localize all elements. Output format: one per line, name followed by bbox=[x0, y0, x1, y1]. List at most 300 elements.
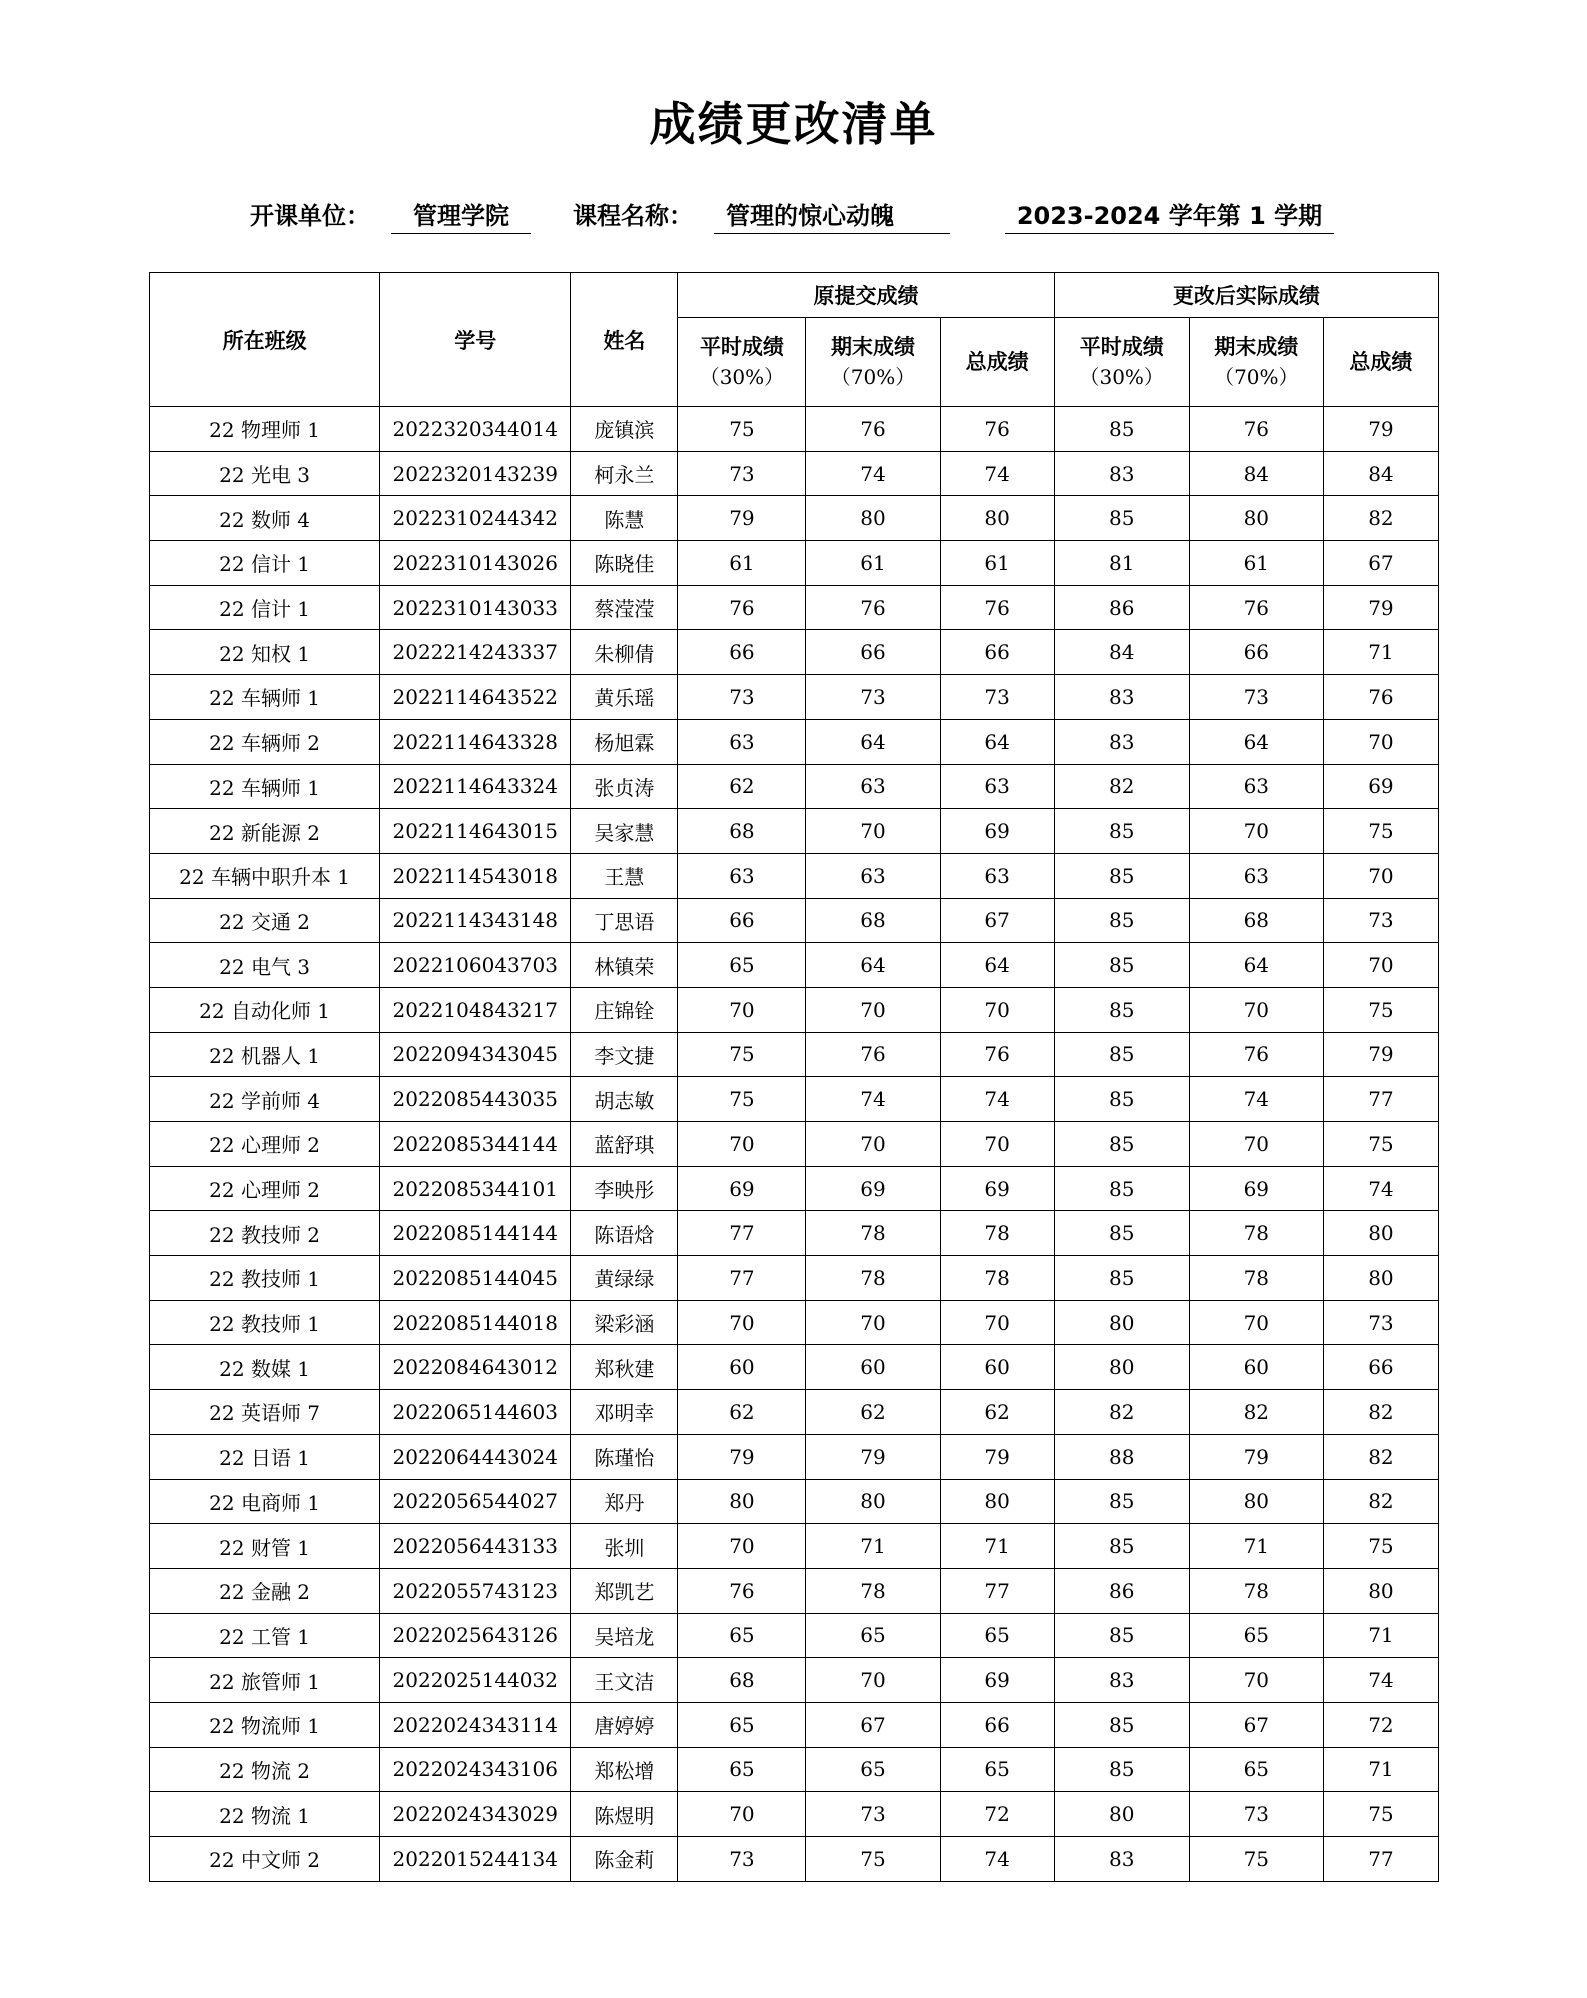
cell-class: 22 学前师 4 bbox=[150, 1077, 380, 1122]
cell-student-id: 2022024343029 bbox=[380, 1792, 571, 1837]
cell-original-final: 74 bbox=[806, 451, 940, 496]
cell-name: 邓明幸 bbox=[571, 1390, 678, 1435]
cell-original-regular: 68 bbox=[678, 1658, 806, 1703]
cell-student-id: 2022065144603 bbox=[380, 1390, 571, 1435]
cell-original-regular: 75 bbox=[678, 1077, 806, 1122]
header-revised-total: 总成绩 bbox=[1323, 318, 1438, 407]
cell-revised-final: 70 bbox=[1189, 1658, 1323, 1703]
cell-class: 22 教技师 1 bbox=[150, 1300, 380, 1345]
cell-name: 郑凯艺 bbox=[571, 1568, 678, 1613]
cell-revised-regular: 85 bbox=[1054, 1256, 1189, 1301]
cell-original-regular: 63 bbox=[678, 853, 806, 898]
table-row bbox=[150, 451, 1439, 496]
table-row bbox=[150, 1345, 1439, 1390]
cell-student-id: 2022094343045 bbox=[380, 1032, 571, 1077]
cell-student-id: 2022064443024 bbox=[380, 1434, 571, 1479]
cell-revised-total: 70 bbox=[1323, 943, 1438, 988]
cell-original-final: 69 bbox=[806, 1166, 940, 1211]
cell-original-final: 70 bbox=[806, 809, 940, 854]
cell-class: 22 数师 4 bbox=[150, 496, 380, 541]
header-revised-group: 更改后实际成绩 bbox=[1054, 273, 1438, 318]
cell-original-regular: 73 bbox=[678, 1837, 806, 1882]
cell-revised-regular: 85 bbox=[1054, 853, 1189, 898]
cell-student-id: 2022024343114 bbox=[380, 1702, 571, 1747]
header-revised-final: 期末成绩 （70%） bbox=[1189, 318, 1323, 407]
cell-name: 黄乐瑶 bbox=[571, 675, 678, 720]
cell-revised-regular: 85 bbox=[1054, 496, 1189, 541]
cell-name: 朱柳倩 bbox=[571, 630, 678, 675]
cell-student-id: 2022114343148 bbox=[380, 898, 571, 943]
cell-revised-total: 79 bbox=[1323, 1032, 1438, 1077]
cell-class: 22 物流 2 bbox=[150, 1747, 380, 1792]
cell-revised-final: 68 bbox=[1189, 898, 1323, 943]
table-row bbox=[150, 1792, 1439, 1837]
cell-revised-total: 82 bbox=[1323, 1479, 1438, 1524]
cell-original-regular: 79 bbox=[678, 496, 806, 541]
department-label: 开课单位： bbox=[250, 202, 370, 230]
cell-revised-regular: 85 bbox=[1054, 1211, 1189, 1256]
cell-revised-final: 84 bbox=[1189, 451, 1323, 496]
course-info bbox=[0, 196, 1587, 236]
header-revised-regular: 平时成绩 （30%） bbox=[1054, 318, 1189, 407]
cell-revised-total: 66 bbox=[1323, 1345, 1438, 1390]
cell-original-regular: 73 bbox=[678, 451, 806, 496]
table-row bbox=[150, 1613, 1439, 1658]
cell-revised-regular: 83 bbox=[1054, 1658, 1189, 1703]
cell-original-total: 63 bbox=[940, 764, 1054, 809]
cell-original-final: 62 bbox=[806, 1390, 940, 1435]
cell-revised-total: 67 bbox=[1323, 541, 1438, 586]
table-row bbox=[150, 1702, 1439, 1747]
cell-original-regular: 70 bbox=[678, 987, 806, 1032]
cell-revised-final: 75 bbox=[1189, 1837, 1323, 1882]
cell-name: 李文捷 bbox=[571, 1032, 678, 1077]
cell-revised-final: 63 bbox=[1189, 764, 1323, 809]
cell-student-id: 2022024343106 bbox=[380, 1747, 571, 1792]
table-body bbox=[150, 407, 1439, 1882]
cell-revised-total: 74 bbox=[1323, 1166, 1438, 1211]
header-class: 所在班级 bbox=[150, 273, 380, 407]
cell-revised-total: 75 bbox=[1323, 987, 1438, 1032]
cell-class: 22 知权 1 bbox=[150, 630, 380, 675]
cell-name: 林镇荣 bbox=[571, 943, 678, 988]
cell-name: 吴培龙 bbox=[571, 1613, 678, 1658]
header-student-id: 学号 bbox=[380, 273, 571, 407]
cell-original-total: 60 bbox=[940, 1345, 1054, 1390]
cell-name: 郑丹 bbox=[571, 1479, 678, 1524]
cell-revised-regular: 85 bbox=[1054, 1166, 1189, 1211]
header-original-group: 原提交成绩 bbox=[678, 273, 1054, 318]
cell-original-total: 72 bbox=[940, 1792, 1054, 1837]
cell-name: 郑松增 bbox=[571, 1747, 678, 1792]
cell-revised-final: 70 bbox=[1189, 1300, 1323, 1345]
cell-name: 李映彤 bbox=[571, 1166, 678, 1211]
cell-revised-final: 66 bbox=[1189, 630, 1323, 675]
cell-class: 22 信计 1 bbox=[150, 541, 380, 586]
cell-class: 22 金融 2 bbox=[150, 1568, 380, 1613]
table-row bbox=[150, 1837, 1439, 1882]
cell-name: 柯永兰 bbox=[571, 451, 678, 496]
grade-change-table bbox=[149, 272, 1439, 1882]
cell-class: 22 电气 3 bbox=[150, 943, 380, 988]
cell-original-final: 80 bbox=[806, 496, 940, 541]
cell-revised-regular: 85 bbox=[1054, 1077, 1189, 1122]
cell-class: 22 电商师 1 bbox=[150, 1479, 380, 1524]
cell-revised-final: 78 bbox=[1189, 1568, 1323, 1613]
table-row bbox=[150, 1524, 1439, 1569]
cell-original-regular: 69 bbox=[678, 1166, 806, 1211]
cell-original-total: 78 bbox=[940, 1256, 1054, 1301]
cell-class: 22 旅管师 1 bbox=[150, 1658, 380, 1703]
cell-class: 22 机器人 1 bbox=[150, 1032, 380, 1077]
cell-student-id: 2022320143239 bbox=[380, 451, 571, 496]
cell-revised-total: 74 bbox=[1323, 1658, 1438, 1703]
cell-revised-total: 75 bbox=[1323, 1122, 1438, 1167]
table-row bbox=[150, 1390, 1439, 1435]
cell-original-final: 78 bbox=[806, 1256, 940, 1301]
cell-original-total: 70 bbox=[940, 987, 1054, 1032]
cell-class: 22 日语 1 bbox=[150, 1434, 380, 1479]
cell-revised-final: 78 bbox=[1189, 1256, 1323, 1301]
cell-name: 胡志敏 bbox=[571, 1077, 678, 1122]
cell-name: 陈晓佳 bbox=[571, 541, 678, 586]
cell-class: 22 信计 1 bbox=[150, 585, 380, 630]
cell-name: 丁思语 bbox=[571, 898, 678, 943]
cell-original-regular: 65 bbox=[678, 1747, 806, 1792]
table-row bbox=[150, 1479, 1439, 1524]
cell-revised-regular: 80 bbox=[1054, 1792, 1189, 1837]
cell-original-final: 70 bbox=[806, 1300, 940, 1345]
cell-name: 王文洁 bbox=[571, 1658, 678, 1703]
cell-revised-final: 76 bbox=[1189, 407, 1323, 452]
cell-revised-regular: 86 bbox=[1054, 1568, 1189, 1613]
cell-revised-total: 80 bbox=[1323, 1568, 1438, 1613]
cell-original-total: 62 bbox=[940, 1390, 1054, 1435]
cell-revised-total: 75 bbox=[1323, 809, 1438, 854]
cell-revised-final: 65 bbox=[1189, 1613, 1323, 1658]
cell-original-total: 77 bbox=[940, 1568, 1054, 1613]
cell-original-final: 71 bbox=[806, 1524, 940, 1569]
header-original-total: 总成绩 bbox=[940, 318, 1054, 407]
table-row bbox=[150, 630, 1439, 675]
cell-original-total: 64 bbox=[940, 943, 1054, 988]
cell-revised-regular: 80 bbox=[1054, 1300, 1189, 1345]
cell-revised-total: 77 bbox=[1323, 1077, 1438, 1122]
cell-student-id: 2022025643126 bbox=[380, 1613, 571, 1658]
cell-revised-regular: 85 bbox=[1054, 943, 1189, 988]
cell-class: 22 财管 1 bbox=[150, 1524, 380, 1569]
table-row bbox=[150, 764, 1439, 809]
cell-original-regular: 66 bbox=[678, 630, 806, 675]
cell-name: 唐婷婷 bbox=[571, 1702, 678, 1747]
cell-original-regular: 76 bbox=[678, 585, 806, 630]
cell-class: 22 物理师 1 bbox=[150, 407, 380, 452]
cell-revised-total: 75 bbox=[1323, 1524, 1438, 1569]
table-row bbox=[150, 1211, 1439, 1256]
cell-revised-regular: 80 bbox=[1054, 1345, 1189, 1390]
cell-original-final: 74 bbox=[806, 1077, 940, 1122]
cell-student-id: 2022114643324 bbox=[380, 764, 571, 809]
cell-original-final: 73 bbox=[806, 675, 940, 720]
cell-name: 张圳 bbox=[571, 1524, 678, 1569]
cell-original-final: 65 bbox=[806, 1613, 940, 1658]
cell-class: 22 车辆师 1 bbox=[150, 675, 380, 720]
cell-revised-regular: 83 bbox=[1054, 451, 1189, 496]
cell-original-final: 80 bbox=[806, 1479, 940, 1524]
cell-class: 22 自动化师 1 bbox=[150, 987, 380, 1032]
cell-original-final: 65 bbox=[806, 1747, 940, 1792]
department-value: 管理学院 bbox=[391, 196, 531, 234]
header-original-regular: 平时成绩 （30%） bbox=[678, 318, 806, 407]
cell-revised-regular: 85 bbox=[1054, 1479, 1189, 1524]
cell-original-final: 68 bbox=[806, 898, 940, 943]
cell-revised-regular: 86 bbox=[1054, 585, 1189, 630]
cell-revised-total: 82 bbox=[1323, 1390, 1438, 1435]
cell-name: 庞镇滨 bbox=[571, 407, 678, 452]
cell-student-id: 2022015244134 bbox=[380, 1837, 571, 1882]
cell-revised-regular: 81 bbox=[1054, 541, 1189, 586]
table-row bbox=[150, 1166, 1439, 1211]
cell-revised-total: 71 bbox=[1323, 630, 1438, 675]
course-value: 管理的惊心动魄 bbox=[714, 196, 950, 234]
cell-original-total: 63 bbox=[940, 853, 1054, 898]
cell-class: 22 车辆师 2 bbox=[150, 719, 380, 764]
cell-original-regular: 63 bbox=[678, 719, 806, 764]
cell-original-total: 80 bbox=[940, 496, 1054, 541]
cell-name: 郑秋建 bbox=[571, 1345, 678, 1390]
cell-revised-regular: 82 bbox=[1054, 1390, 1189, 1435]
cell-student-id: 2022084643012 bbox=[380, 1345, 571, 1390]
table-row bbox=[150, 898, 1439, 943]
table-row bbox=[150, 853, 1439, 898]
cell-revised-regular: 85 bbox=[1054, 809, 1189, 854]
table-row bbox=[150, 809, 1439, 854]
cell-original-total: 70 bbox=[940, 1122, 1054, 1167]
cell-original-final: 76 bbox=[806, 585, 940, 630]
cell-class: 22 车辆师 1 bbox=[150, 764, 380, 809]
cell-revised-total: 84 bbox=[1323, 451, 1438, 496]
cell-revised-regular: 85 bbox=[1054, 407, 1189, 452]
cell-original-final: 76 bbox=[806, 407, 940, 452]
cell-class: 22 车辆中职升本 1 bbox=[150, 853, 380, 898]
cell-name: 王慧 bbox=[571, 853, 678, 898]
cell-original-total: 76 bbox=[940, 407, 1054, 452]
cell-original-total: 69 bbox=[940, 1658, 1054, 1703]
cell-revised-regular: 84 bbox=[1054, 630, 1189, 675]
cell-original-final: 67 bbox=[806, 1702, 940, 1747]
cell-revised-final: 70 bbox=[1189, 1122, 1323, 1167]
cell-name: 黄绿绿 bbox=[571, 1256, 678, 1301]
cell-revised-final: 61 bbox=[1189, 541, 1323, 586]
cell-original-final: 60 bbox=[806, 1345, 940, 1390]
cell-revised-total: 71 bbox=[1323, 1613, 1438, 1658]
table-row bbox=[150, 1256, 1439, 1301]
cell-student-id: 2022056544027 bbox=[380, 1479, 571, 1524]
cell-student-id: 2022085144144 bbox=[380, 1211, 571, 1256]
cell-revised-final: 79 bbox=[1189, 1434, 1323, 1479]
header-original-final: 期末成绩 （70%） bbox=[806, 318, 940, 407]
cell-original-final: 64 bbox=[806, 943, 940, 988]
cell-revised-total: 70 bbox=[1323, 853, 1438, 898]
cell-class: 22 心理师 2 bbox=[150, 1122, 380, 1167]
cell-name: 蔡滢滢 bbox=[571, 585, 678, 630]
cell-class: 22 心理师 2 bbox=[150, 1166, 380, 1211]
cell-original-regular: 75 bbox=[678, 1032, 806, 1077]
cell-original-total: 69 bbox=[940, 1166, 1054, 1211]
cell-revised-total: 77 bbox=[1323, 1837, 1438, 1882]
cell-original-regular: 70 bbox=[678, 1122, 806, 1167]
cell-original-final: 70 bbox=[806, 1122, 940, 1167]
table-row bbox=[150, 1300, 1439, 1345]
cell-original-total: 66 bbox=[940, 630, 1054, 675]
cell-student-id: 2022056443133 bbox=[380, 1524, 571, 1569]
cell-original-total: 79 bbox=[940, 1434, 1054, 1479]
cell-original-regular: 65 bbox=[678, 1702, 806, 1747]
cell-original-final: 78 bbox=[806, 1568, 940, 1613]
cell-revised-regular: 85 bbox=[1054, 1524, 1189, 1569]
cell-class: 22 数媒 1 bbox=[150, 1345, 380, 1390]
cell-revised-total: 72 bbox=[1323, 1702, 1438, 1747]
cell-class: 22 物流 1 bbox=[150, 1792, 380, 1837]
cell-original-total: 78 bbox=[940, 1211, 1054, 1256]
cell-student-id: 2022320344014 bbox=[380, 407, 571, 452]
cell-revised-total: 79 bbox=[1323, 585, 1438, 630]
cell-original-total: 67 bbox=[940, 898, 1054, 943]
cell-original-total: 74 bbox=[940, 451, 1054, 496]
cell-original-total: 76 bbox=[940, 585, 1054, 630]
cell-name: 陈金莉 bbox=[571, 1837, 678, 1882]
cell-revised-regular: 82 bbox=[1054, 764, 1189, 809]
cell-revised-total: 82 bbox=[1323, 496, 1438, 541]
table-row bbox=[150, 1747, 1439, 1792]
cell-student-id: 2022104843217 bbox=[380, 987, 571, 1032]
table-row bbox=[150, 719, 1439, 764]
cell-original-regular: 75 bbox=[678, 407, 806, 452]
cell-original-final: 79 bbox=[806, 1434, 940, 1479]
table-row bbox=[150, 541, 1439, 586]
cell-student-id: 2022114543018 bbox=[380, 853, 571, 898]
cell-name: 张贞涛 bbox=[571, 764, 678, 809]
cell-name: 蓝舒琪 bbox=[571, 1122, 678, 1167]
cell-original-regular: 79 bbox=[678, 1434, 806, 1479]
cell-revised-final: 65 bbox=[1189, 1747, 1323, 1792]
table-row bbox=[150, 943, 1439, 988]
header-name: 姓名 bbox=[571, 273, 678, 407]
cell-class: 22 中文师 2 bbox=[150, 1837, 380, 1882]
cell-student-id: 2022106043703 bbox=[380, 943, 571, 988]
cell-original-total: 80 bbox=[940, 1479, 1054, 1524]
cell-student-id: 2022310244342 bbox=[380, 496, 571, 541]
cell-student-id: 2022310143033 bbox=[380, 585, 571, 630]
cell-original-regular: 65 bbox=[678, 943, 806, 988]
cell-revised-regular: 88 bbox=[1054, 1434, 1189, 1479]
cell-student-id: 2022085144018 bbox=[380, 1300, 571, 1345]
cell-original-total: 65 bbox=[940, 1613, 1054, 1658]
cell-original-final: 64 bbox=[806, 719, 940, 764]
cell-revised-final: 74 bbox=[1189, 1077, 1323, 1122]
cell-revised-regular: 83 bbox=[1054, 1837, 1189, 1882]
cell-original-final: 61 bbox=[806, 541, 940, 586]
cell-original-final: 78 bbox=[806, 1211, 940, 1256]
term-value: 2023-2024 学年第 1 学期 bbox=[1005, 196, 1334, 234]
cell-original-total: 69 bbox=[940, 809, 1054, 854]
cell-revised-regular: 83 bbox=[1054, 719, 1189, 764]
cell-revised-regular: 85 bbox=[1054, 1702, 1189, 1747]
cell-revised-final: 73 bbox=[1189, 1792, 1323, 1837]
cell-revised-final: 78 bbox=[1189, 1211, 1323, 1256]
cell-student-id: 2022114643015 bbox=[380, 809, 571, 854]
cell-revised-final: 80 bbox=[1189, 1479, 1323, 1524]
cell-original-total: 64 bbox=[940, 719, 1054, 764]
cell-class: 22 教技师 1 bbox=[150, 1256, 380, 1301]
cell-student-id: 2022085344101 bbox=[380, 1166, 571, 1211]
cell-name: 陈瑾怡 bbox=[571, 1434, 678, 1479]
cell-original-final: 66 bbox=[806, 630, 940, 675]
cell-revised-final: 70 bbox=[1189, 987, 1323, 1032]
cell-revised-total: 80 bbox=[1323, 1256, 1438, 1301]
cell-revised-final: 73 bbox=[1189, 675, 1323, 720]
cell-revised-total: 73 bbox=[1323, 1300, 1438, 1345]
cell-revised-total: 73 bbox=[1323, 898, 1438, 943]
cell-revised-regular: 85 bbox=[1054, 1613, 1189, 1658]
cell-revised-final: 71 bbox=[1189, 1524, 1323, 1569]
cell-original-total: 74 bbox=[940, 1837, 1054, 1882]
cell-name: 陈煜明 bbox=[571, 1792, 678, 1837]
cell-original-final: 70 bbox=[806, 1658, 940, 1703]
table-row bbox=[150, 1658, 1439, 1703]
cell-revised-final: 70 bbox=[1189, 809, 1323, 854]
cell-class: 22 英语师 7 bbox=[150, 1390, 380, 1435]
cell-original-final: 63 bbox=[806, 853, 940, 898]
cell-revised-final: 60 bbox=[1189, 1345, 1323, 1390]
cell-revised-regular: 85 bbox=[1054, 898, 1189, 943]
cell-revised-total: 69 bbox=[1323, 764, 1438, 809]
cell-name: 庄锦铨 bbox=[571, 987, 678, 1032]
cell-original-final: 73 bbox=[806, 1792, 940, 1837]
cell-original-regular: 66 bbox=[678, 898, 806, 943]
cell-student-id: 2022085443035 bbox=[380, 1077, 571, 1122]
cell-class: 22 工管 1 bbox=[150, 1613, 380, 1658]
cell-class: 22 物流师 1 bbox=[150, 1702, 380, 1747]
cell-class: 22 教技师 2 bbox=[150, 1211, 380, 1256]
cell-student-id: 2022310143026 bbox=[380, 541, 571, 586]
cell-name: 梁彩涵 bbox=[571, 1300, 678, 1345]
cell-original-total: 65 bbox=[940, 1747, 1054, 1792]
cell-revised-total: 70 bbox=[1323, 719, 1438, 764]
table-row bbox=[150, 1568, 1439, 1613]
cell-name: 陈语焓 bbox=[571, 1211, 678, 1256]
cell-revised-final: 63 bbox=[1189, 853, 1323, 898]
table-row bbox=[150, 1032, 1439, 1077]
cell-class: 22 新能源 2 bbox=[150, 809, 380, 854]
table-row bbox=[150, 496, 1439, 541]
cell-original-final: 75 bbox=[806, 1837, 940, 1882]
cell-revised-final: 76 bbox=[1189, 1032, 1323, 1077]
cell-original-final: 63 bbox=[806, 764, 940, 809]
cell-revised-final: 76 bbox=[1189, 585, 1323, 630]
table-row bbox=[150, 1434, 1439, 1479]
cell-name: 吴家慧 bbox=[571, 809, 678, 854]
cell-original-regular: 62 bbox=[678, 764, 806, 809]
cell-student-id: 2022214243337 bbox=[380, 630, 571, 675]
cell-revised-final: 82 bbox=[1189, 1390, 1323, 1435]
cell-revised-total: 76 bbox=[1323, 675, 1438, 720]
cell-revised-total: 82 bbox=[1323, 1434, 1438, 1479]
cell-class: 22 交通 2 bbox=[150, 898, 380, 943]
table-row bbox=[150, 585, 1439, 630]
table-row bbox=[150, 675, 1439, 720]
cell-original-regular: 73 bbox=[678, 675, 806, 720]
